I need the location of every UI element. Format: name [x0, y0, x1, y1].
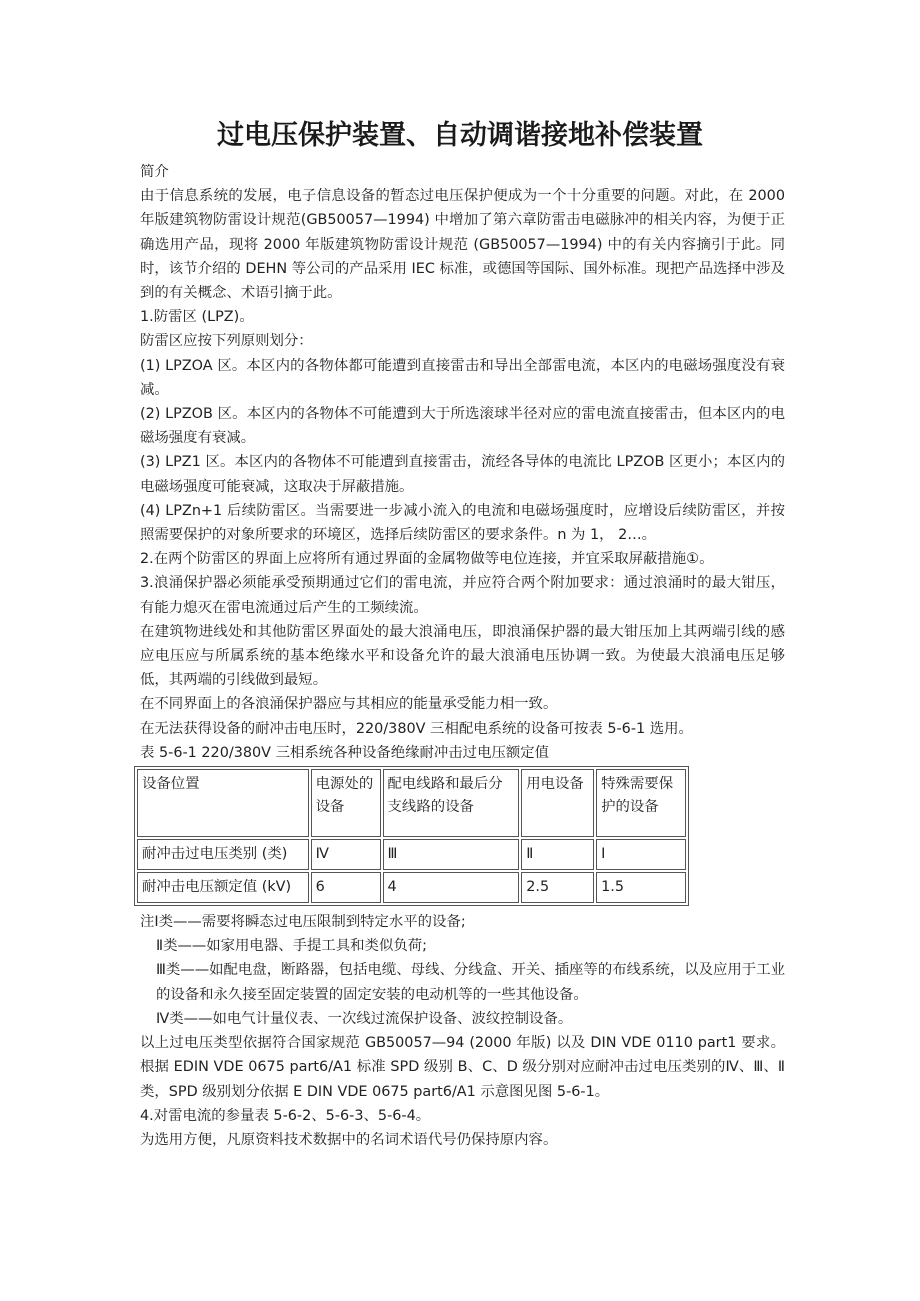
table-header-cell: 用电设备	[521, 769, 594, 837]
table-row	[137, 872, 686, 903]
table-cell: 6	[311, 872, 381, 903]
paragraph-intro-heading: 简介	[140, 164, 169, 180]
table-cell: 1.5	[596, 872, 686, 903]
insulation-table	[134, 766, 689, 906]
paragraph-lpzn1: (4) LPZn+1 后续防雷区。当需要进一步减小流入的电流和电磁场强度时，应增设后续防雷区，并按照需要保护的对象所要求的环境区，选择后续防雷区的要求条件。n 为 1， 2…。	[140, 502, 785, 544]
table-row	[137, 839, 686, 870]
paragraph-standards: 以上过电压类型依据符合国家规范 GB50057—94 (2000 年版) 以及 DIN VDE 0110 part1 要求。根据 EDIN VDE 0675 part6/A1 标准 SPD 级别 B、C、D 级分别对应耐冲击过电压类别的Ⅳ、Ⅲ、Ⅱ类，SPD 级别划分依据 E DIN VDE 0675 part6/A1 示意图见图 5-6-1。	[140, 1035, 785, 1100]
paragraph-intro: 由于信息系统的发展，电子信息设备的暂态过电压保护便成为一个十分重要的问题。对此，在 2000 年版建筑物防雷设计规范(GB50057—1994) 中增加了第六章防雷击电磁脉冲的相关内容，为便于正确选用产品，现将 2000 年版建筑物防雷设计规范 (GB50057—1994) 中的有关内容摘引于此。同时，该节介绍的 DEHN 等公司的产品采用 IEC 标准，或德国等国际、国外标准。现把产品选择中涉及到的有关概念、术语引摘于此。	[140, 188, 785, 302]
table-cell: 2.5	[521, 872, 594, 903]
paragraph-table-ref: 在无法获得设备的耐冲击电压时，220/380V 三相配电系统的设备可按表 5-6-1 选用。	[140, 720, 693, 737]
paragraph-lpz0a: (1) LPZOA 区。本区内的各物体都可能遭到直接雷击和导出全部雷电流，本区内的电磁场强度没有衰减。	[140, 357, 785, 398]
note-class-2: Ⅱ类——如家用电器、手提工具和类似负荷;	[156, 938, 427, 955]
paragraph-terms-note: 为选用方便，凡原资料技术数据中的名词术语代号仍保持原内容。	[140, 1131, 558, 1148]
table-header-cell: 配电线路和最后分支线路的设备	[383, 769, 520, 837]
table-notes	[140, 910, 785, 1031]
table-cell: Ⅱ	[521, 839, 594, 870]
note-class-1: 注Ⅰ类——需要将瞬态过电压限制到特定水平的设备;	[140, 914, 466, 931]
table-header-row	[137, 769, 686, 837]
paragraph-lightning-params: 4.对雷电流的参量表 5-6-2、5-6-3、5-6-4。	[140, 1107, 431, 1124]
document-title: 过电压保护装置、自动调谐接地补偿装置	[217, 120, 703, 151]
note-class-3: Ⅲ类——如配电盘，断路器，包括电缆、母线、分线盒、开关、插座等的布线系统，以及应用于工业的设备和永久接至固定装置的固定安装的电动机等的一些其他设备。	[156, 962, 785, 1003]
table-cell: Ⅲ	[383, 839, 520, 870]
table-caption: 表 5-6-1 220/380V 三相系统各种设备绝缘耐冲击过电压额定值	[140, 744, 550, 761]
table-cell: 耐冲击电压额定值 (kV)	[137, 872, 309, 903]
paragraph-max-surge: 在建筑物进线处和其他防雷区界面处的最大浪涌电压，即浪涌保护器的最大钳压加上其两端引线的感应电压应与所属系统的基本绝缘水平和设备允许的最大浪涌电压协调一致。为使最大浪涌电压足够低，其两端的引线做到最短。	[140, 623, 785, 689]
paragraph-lpz-heading: 1.防雷区 (LPZ)。	[140, 309, 254, 326]
table-header-cell: 特殊需要保护的设备	[596, 769, 686, 837]
table-header-cell: 设备位置	[137, 769, 309, 837]
paragraph-equipotential: 2.在两个防雷区的界面上应将所有通过界面的金属物做等电位连接，并宜采取屏蔽措施①。	[140, 551, 714, 568]
table-cell: 4	[383, 872, 520, 903]
note-class-4: Ⅳ类——如电气计量仪表、一次线过流保护设备、波纹控制设备。	[156, 1010, 573, 1027]
table-header-cell: 电源处的设备	[311, 769, 381, 837]
document-body	[140, 160, 785, 1152]
table-cell: Ⅰ	[596, 839, 686, 870]
paragraph-lpz1: (3) LPZ1 区。本区内的各物体不可能遭到直接雷击，流经各导体的电流比 LPZOB 区更小；本区内的电磁场强度可能衰减，这取决于屏蔽措施。	[140, 454, 785, 495]
paragraph-lpz-rule: 防雷区应按下列原则划分：	[140, 333, 313, 350]
paragraph-lpz0b: (2) LPZOB 区。本区内的各物体不可能遭到大于所选滚球半径对应的雷电流直接雷击，但本区内的电磁场强度有衰减。	[140, 406, 785, 447]
table-cell: 耐冲击过电压类别 (类)	[137, 839, 309, 870]
paragraph-surge-protector: 3.浪涌保护器必须能承受预期通过它们的雷电流，并应符合两个附加要求：通过浪涌时的最大钳压，有能力熄灭在雷电流通过后产生的工频续流。	[140, 575, 785, 616]
table-cell: Ⅳ	[311, 839, 381, 870]
paragraph-energy: 在不同界面上的各浪涌保护器应与其相应的能量承受能力相一致。	[140, 696, 558, 713]
